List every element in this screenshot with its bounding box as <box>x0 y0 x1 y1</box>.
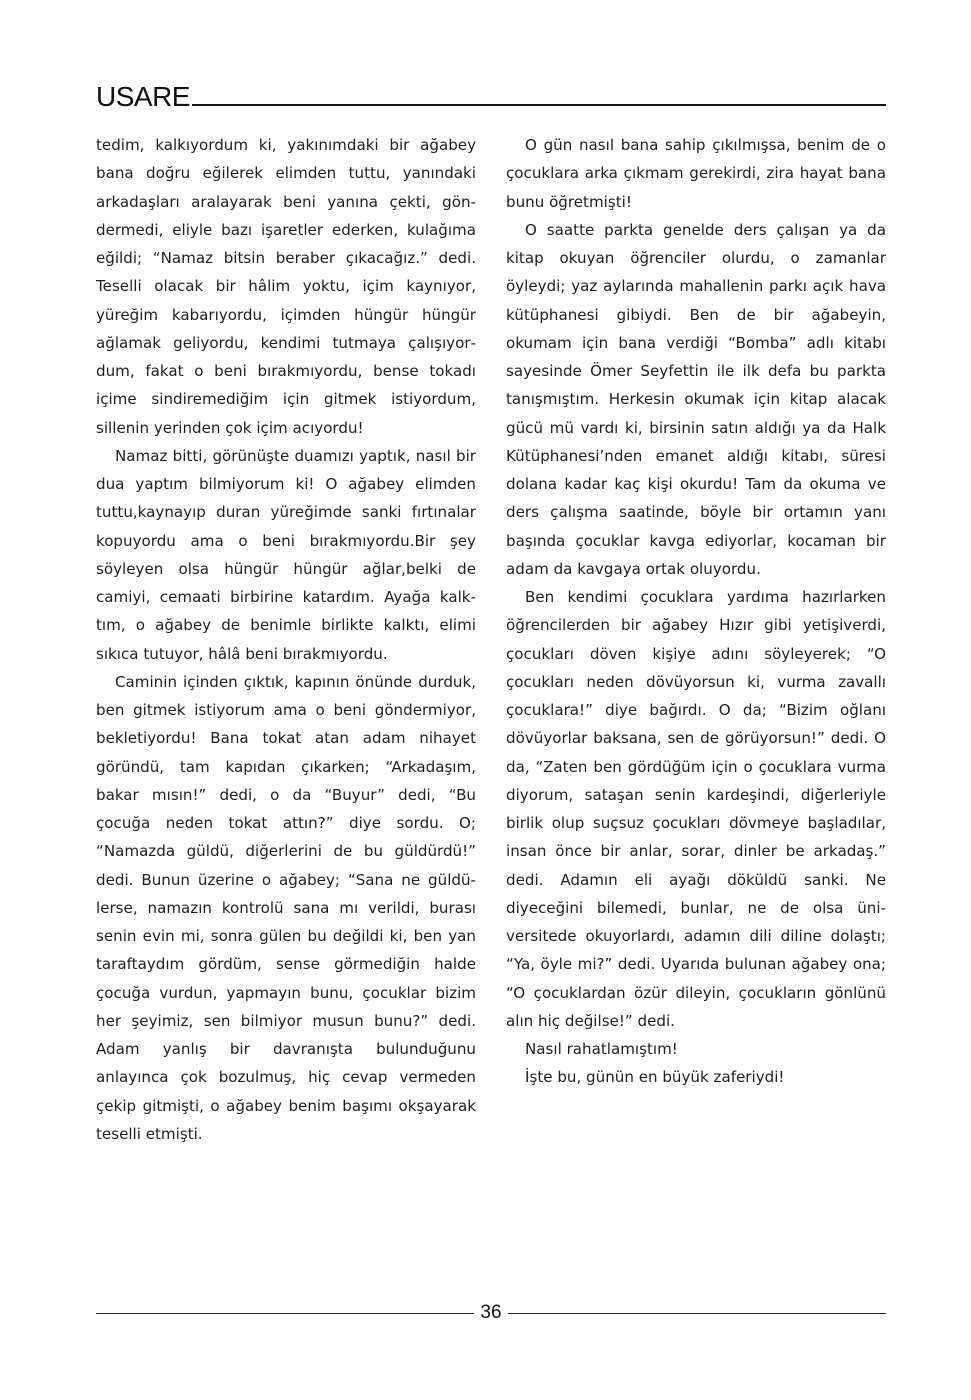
page-footer <box>96 1300 886 1326</box>
paragraph: Namaz bitti, görünüşte duamızı yaptık, nasıl bir dua yaptım bilmiyorum ki! O ağabey elimden tuttu,kaynayıp duran yüreğimde sanki fırtınalar kopuyordu ama o beni bırakmıyordu.Bir şey söyleyen olsa hüngür hüngür ağlar,belki de camiyi, cemaati birbirine katardım. Ayağa kalktım, o ağabey de benimle birlikte kalktı, elimi sıkıca tutuyor, hâlâ beni bırakmıyordu. <box>96 446 476 663</box>
footer-rule-right <box>508 1313 886 1314</box>
paragraph: O saatte parkta genelde ders çalışan ya da kitap okuyan öğrenciler olurdu, o zamanlar öyleydi; yaz aylarında mahallenin parkı açık hava kütüphanesi gibiydi. Ben de bir ağabeyin, okumam için bana verdiği “Bomba” adlı kitabı sayesinde Ömer Seyfettin ile ilk defa bu parkta tanışmıştım. Herkesin okumak için kitap alacak gücü mü vardı ki, birsinin satın aldığı ya da Halk Kütüphanesi’nden emanet aldığı kitabı, süresi dolana kadar kaç kişi okurdu! Tam da okuma ve ders çalışma saatinde, böyle bir ortamın yanı başında çocuklar kavga ediyorlar, kocaman bir adam da kavgaya ortak oluyordu. <box>506 220 886 578</box>
footer-rule-left <box>96 1313 474 1314</box>
running-header <box>96 78 886 112</box>
header-rule <box>192 104 886 106</box>
right-column <box>506 131 886 1092</box>
left-column <box>96 131 476 1148</box>
page-number: 36 <box>480 1302 502 1323</box>
paragraph: O gün nasıl bana sahip çıkılmışsa, benim de o çocuklara arka çıkmam gerekirdi, zira hayat bana bunu öğretmişti! <box>506 136 886 211</box>
paragraph: İşte bu, günün en büyük zaferiydi! <box>525 1068 785 1087</box>
paragraph: Caminin içinden çıktık, kapının önünde durduk, ben gitmek istiyorum ama o beni göndermiyor, bekletiyordu! Bana tokat atan adam nihayet göründü, tam kapıdan çıkarken; “Arkadaşım, bakar mısın!” dedi, o da “Buyur” dedi, “Bu çocuğa neden tokat attın?” diye sordu. O; “Namazda güldü, diğerlerini de bu güldürdü!” dedi. Bunun üzerine o ağabey; “Sana ne güldülerse, namazın kontrolü sana mı verildi, burası senin evin mi, sonra gülen bu değildi ki, ben yan taraftaydım gördüm, sense görmediğin halde çocuğa vurdun, yapmayın bunu, çocuklar bizim her şeyimiz, sen bilmiyor musun bunu?” dedi. Adam yanlış bir davranışta bulunduğunu anlayınca çok bozulmuş, hiç cevap vermeden çekip gitmişti, o ağabey benim başımı okşayarak teselli etmişti. <box>96 672 476 1143</box>
paragraph: tedim, kalkıyordum ki, yakınımdaki bir ağabey bana doğru eğilerek elimden tuttu, yanındaki arkadaşları aralayarak beni yanına çekti, göndermedi, eliyle bazı işaretler ederken, kulağıma eğildi; “Namaz bitsin beraber çıkacağız.” dedi. Teselli olacak bir hâlim yoktu, içim kaynıyor, yüreğim kabarıyordu, içimden hüngür hüngür ağlamak geliyordu, kendimi tutmaya çalışıyordum, fakat o beni bırakmıyordu, bense tokadı içime sindiremediğim için gitmek istiyordum, sillenin yerinden çok içim acıyordu! <box>96 136 476 437</box>
paragraph: Nasıl rahatlamıştım! <box>525 1040 678 1058</box>
paragraph: Ben kendimi çocuklara yardıma hazırlarken öğrencilerden bir ağabey Hızır gibi yetişiverdi, çocukları döven kişiye adını söyleyerek; “O çocukları neden dövüyorsun ki, vurma zavallı çocuklara!” diye bağırdı. O da; “Bizim oğlanı dövüyorlar baksana, sen de görüyorsun!” dedi. O da, “Zaten ben gördüğüm için o çocuklara vurma diyorum, sataşan senin kardeşindi, diğerleriyle birlik olup suçsuz çocukları dövmeye başladılar, insan önce bir anlar, sorar, dinler be arkadaş.” dedi. Adamın eli ayağı döküldü sanki. Ne diyeceğini bilemedi, bunlar, ne de olsa üniversitede okuyorlardı, adamın dili diline dolaştı; “Ya, öyle mi?” dedi. Uyarıda bulunan ağabey ona; “O çocuklardan özür dileyin, çocukların gönlünü alın hiç değilse!” dedi. <box>506 588 886 1030</box>
journal-title: USARE <box>96 81 190 112</box>
